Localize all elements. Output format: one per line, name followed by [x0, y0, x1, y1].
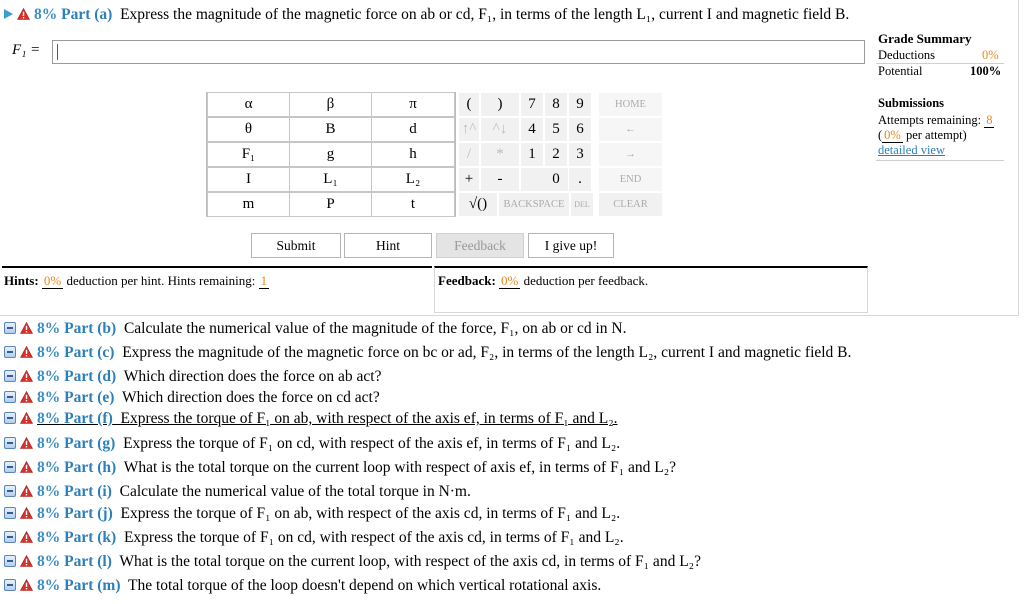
part-percent: 8% [37, 505, 61, 522]
part-label: Part (l) [64, 553, 112, 570]
keypad-var-key[interactable]: F₁ [207, 142, 290, 167]
per-attempt-paren: ( [878, 128, 883, 142]
keypad-num-key[interactable]: ← [598, 117, 663, 142]
part-question: Express the torque of F₁ on cd, with respect of the axis ef, in terms of F₁ and L₂. [123, 435, 621, 452]
warning-icon [20, 437, 33, 449]
feedback-button[interactable]: Feedback [436, 233, 524, 258]
part-label: Part (d) [64, 368, 117, 385]
collapse-icon[interactable] [4, 370, 16, 382]
keypad-num-key[interactable]: 3 [568, 142, 592, 167]
part-percent: 8% [37, 553, 61, 570]
part-percent: 8% [37, 577, 61, 594]
part-percent: 8% [37, 435, 61, 452]
collapse-icon[interactable] [4, 322, 16, 334]
del-key[interactable]: DEL [570, 192, 594, 217]
keypad-var-key[interactable]: L₂ [371, 167, 455, 192]
give-up-button[interactable]: I give up! [528, 233, 614, 258]
variable-keypad [206, 92, 456, 217]
feedback-panel [434, 266, 868, 313]
part-item[interactable] [4, 318, 626, 340]
keypad-var-key[interactable]: m [207, 192, 290, 217]
collapse-icon[interactable] [4, 531, 16, 543]
keypad-num-key[interactable]: 7 [520, 92, 544, 117]
part-question: Express the torque of F₁ on ab, with respect of the axis cd, in terms of F₁ and L₂. [120, 505, 621, 522]
part-question: Calculate the numerical value of the total torque in N·m. [119, 483, 471, 500]
keypad-num-key[interactable]: → [598, 142, 663, 167]
keypad-num-key[interactable]: / [458, 142, 480, 167]
part-question: What is the total torque on the current loop, with respect of the axis cd, in terms of F₁ and L₂? [119, 553, 701, 570]
clear-key[interactable]: CLEAR [598, 192, 663, 217]
part-label: Part (h) [64, 459, 117, 476]
part-percent: 8% [37, 410, 61, 427]
keypad-num-key[interactable]: ^↓ [480, 117, 520, 142]
part-a-label: Part (a) [61, 6, 113, 23]
answer-input[interactable] [52, 40, 865, 64]
part-item[interactable] [4, 387, 380, 409]
backspace-key[interactable]: BACKSPACE [498, 192, 570, 217]
keypad-var-key[interactable]: θ [207, 117, 290, 142]
part-item[interactable] [4, 575, 601, 597]
collapse-icon[interactable] [4, 555, 16, 567]
part-percent: 8% [37, 320, 61, 337]
warning-icon [20, 579, 33, 591]
collapse-icon[interactable] [4, 412, 16, 424]
keypad-num-key[interactable]: 0 [520, 167, 592, 192]
numeric-keypad [458, 92, 666, 217]
deductions-value: 0% [982, 48, 999, 62]
part-a-question: Express the magnitude of the magnetic force on ab or cd, F₁, in terms of the length L₁, current I and magnetic field B. [120, 6, 850, 23]
warning-icon [20, 485, 33, 497]
hints-label: Hints: [4, 273, 39, 288]
part-item[interactable] [4, 503, 620, 525]
keypad-var-key[interactable]: g [289, 142, 372, 167]
feedback-deduction: 0% [501, 273, 519, 288]
part-label: Part (f) [64, 410, 113, 427]
keypad-num-key[interactable]: ) [480, 92, 520, 117]
warning-icon [20, 370, 33, 382]
part-item[interactable] [4, 408, 618, 430]
collapse-icon[interactable] [4, 485, 16, 497]
per-attempt-pct: 0% [884, 128, 901, 142]
per-attempt-text: per attempt) [905, 128, 967, 142]
potential-value: 100% [970, 64, 1002, 78]
deductions-label: Deductions [878, 48, 935, 62]
submissions-title: Submissions [878, 96, 945, 110]
keypad-num-key[interactable]: + [458, 167, 480, 192]
keypad-var-key[interactable]: t [371, 192, 455, 217]
part-percent: 8% [37, 344, 61, 361]
part-question: Express the torque of F₁ on cd, with respect of the axis cd, in terms of F₁ and L₂. [123, 529, 624, 546]
part-label: Part (g) [64, 435, 116, 452]
keypad-var-key[interactable]: B [289, 117, 372, 142]
keypad-var-key[interactable]: L₁ [289, 167, 372, 192]
warning-icon [20, 322, 33, 334]
warning-icon [20, 391, 33, 403]
detailed-view-link[interactable]: detailed view [878, 143, 945, 157]
keypad-num-key[interactable]: END [598, 167, 663, 192]
keypad-num-key[interactable]: ( [458, 92, 480, 117]
keypad-num-key[interactable]: - [480, 167, 520, 192]
keypad-num-key[interactable]: 5 [544, 117, 568, 142]
part-a-percent: 8% [34, 6, 58, 23]
keypad-num-key[interactable]: HOME [598, 92, 663, 117]
hint-button[interactable]: Hint [344, 233, 432, 258]
collapse-icon[interactable] [4, 391, 16, 403]
keypad-num-key[interactable]: 8 [544, 92, 568, 117]
keypad-num-key[interactable]: . [568, 167, 592, 192]
attempts-value: 8 [986, 113, 993, 127]
keypad-var-key[interactable]: d [371, 117, 455, 142]
part-question: Express the torque of F₁ on ab, with respect of the axis ef, in terms of F₁ and L₂. [120, 410, 618, 427]
collapse-icon[interactable] [4, 579, 16, 591]
keypad-var-key[interactable]: h [371, 142, 455, 167]
warning-icon [20, 507, 33, 519]
part-percent: 8% [37, 389, 61, 406]
submit-button[interactable]: Submit [251, 233, 341, 258]
part-percent: 8% [37, 483, 61, 500]
part-label: Part (c) [64, 344, 115, 361]
part-item[interactable] [4, 457, 676, 479]
keypad-num-key[interactable]: ↑^ [458, 117, 480, 142]
text-caret [57, 44, 58, 60]
part-item[interactable] [4, 481, 471, 503]
expand-arrow-icon[interactable] [4, 9, 13, 19]
hints-panel [2, 266, 432, 313]
warning-icon [20, 531, 33, 543]
attempts-label: Attempts remaining: [878, 113, 982, 127]
hints-text: deduction per hint. Hints remaining: [66, 273, 256, 288]
part-item[interactable] [4, 527, 624, 549]
warning-icon [20, 346, 33, 358]
keypad-var-key[interactable]: π [371, 92, 455, 117]
part-item[interactable] [4, 366, 381, 388]
collapse-icon[interactable] [4, 507, 16, 519]
keypad-var-key[interactable]: P [289, 192, 372, 217]
part-a-header[interactable] [4, 4, 849, 26]
part-label: Part (k) [64, 529, 117, 546]
part-item[interactable] [4, 433, 620, 455]
part-question: The total torque of the loop doesn't depend on which vertical rotational axis. [127, 577, 602, 594]
warning-icon [20, 461, 33, 473]
part-question: Express the magnitude of the magnetic force on bc or ad, F₂, in terms of the length L₂, current I and magnetic field B. [122, 344, 852, 361]
warning-icon [17, 8, 30, 20]
keypad-num-key[interactable]: 6 [568, 117, 592, 142]
part-label: Part (m) [64, 577, 121, 594]
collapse-icon[interactable] [4, 437, 16, 449]
part-question: Which direction does the force on ab act? [123, 368, 382, 385]
collapse-icon[interactable] [4, 346, 16, 358]
keypad-num-key[interactable]: 2 [544, 142, 568, 167]
collapse-icon[interactable] [4, 461, 16, 473]
part-percent: 8% [37, 529, 61, 546]
part-label: Part (b) [64, 320, 117, 337]
keypad-num-key[interactable]: * [480, 142, 520, 167]
sqrt-key[interactable]: √() [458, 192, 498, 217]
part-item[interactable] [4, 342, 851, 364]
part-question: What is the total torque on the current loop with respect of axis ef, in terms of F₁ and L₂? [123, 459, 676, 476]
grade-summary-title: Grade Summary [878, 31, 972, 46]
warning-icon [20, 412, 33, 424]
hints-remaining: 1 [260, 273, 268, 288]
keypad-num-key[interactable]: 9 [568, 92, 592, 117]
part-label: Part (i) [64, 483, 112, 500]
part-question: Calculate the numerical value of the magnitude of the force, F₁, on ab or cd in N. [123, 320, 627, 337]
part-item[interactable] [4, 551, 701, 573]
keypad-var-key[interactable]: β [289, 92, 372, 117]
keypad-num-key[interactable]: 1 [520, 142, 544, 167]
warning-icon [20, 555, 33, 567]
keypad-var-key[interactable]: I [207, 167, 290, 192]
feedback-text: deduction per feedback. [523, 273, 649, 288]
potential-label: Potential [878, 64, 923, 78]
part-label: Part (e) [64, 389, 115, 406]
keypad-num-key[interactable]: 4 [520, 117, 544, 142]
feedback-label: Feedback: [438, 273, 496, 288]
hints-deduction: 0% [43, 273, 62, 288]
keypad-var-key[interactable]: α [207, 92, 290, 117]
input-label: F₁ = [12, 42, 41, 58]
part-percent: 8% [37, 368, 61, 385]
part-label: Part (j) [64, 505, 113, 522]
part-percent: 8% [37, 459, 61, 476]
part-question: Which direction does the force on cd act? [121, 389, 380, 406]
